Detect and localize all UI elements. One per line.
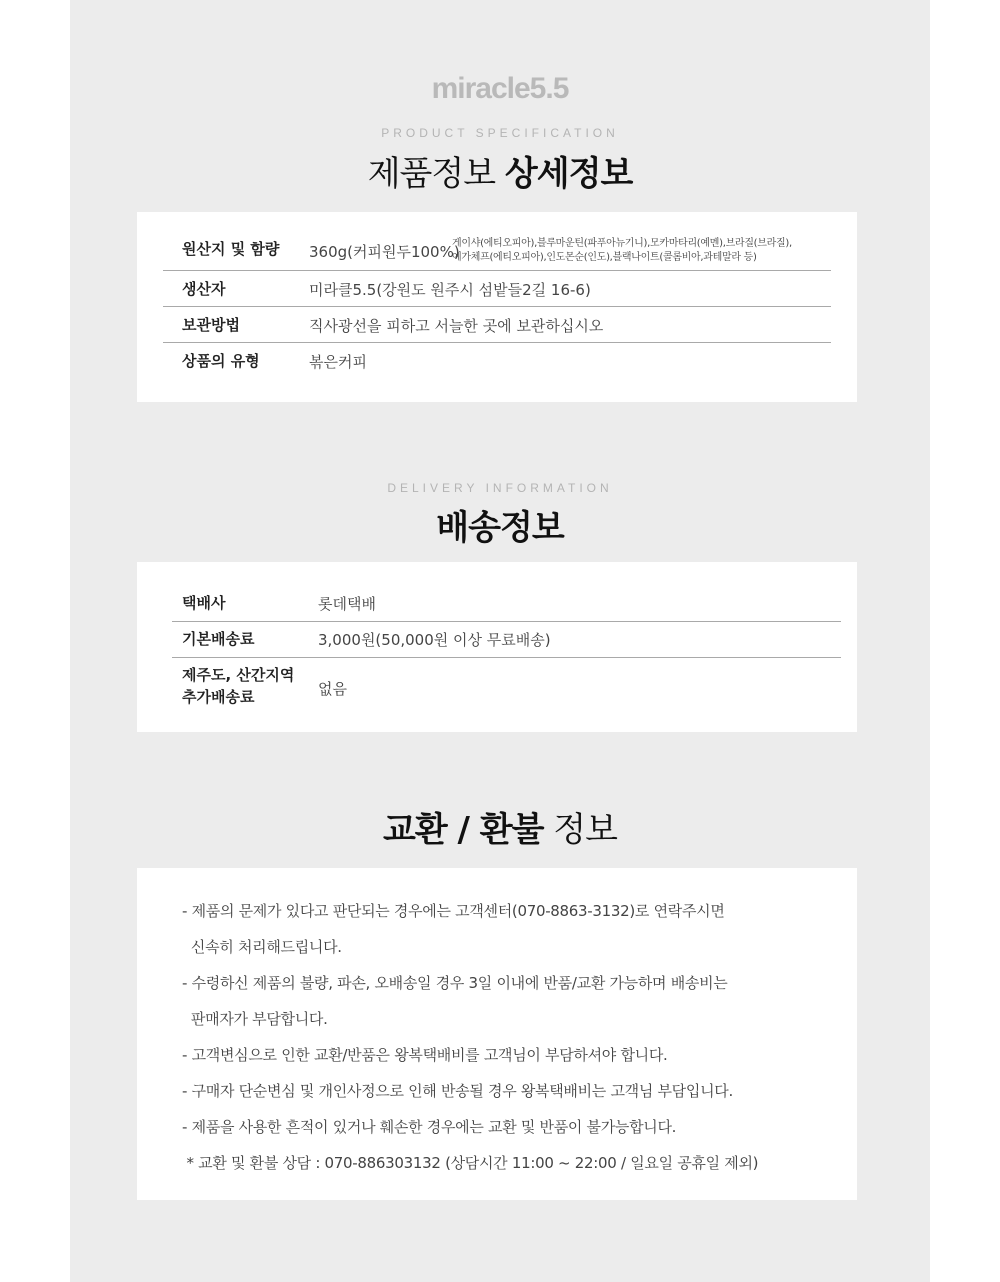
delivery-label-extra-2: 추가배송료 bbox=[182, 688, 255, 706]
delivery-label-extra-1: 제주도, 산간지역 bbox=[182, 666, 295, 684]
spec-origin-detail-2: 예가체프(에티오피아),인도몬순(인도),블랙나이트(콜롬비아,과테말라 등) bbox=[452, 252, 757, 263]
row-divider bbox=[172, 657, 841, 658]
delivery-title bbox=[70, 500, 930, 549]
spec-label-storage: 보관방법 bbox=[182, 316, 240, 334]
detail-page bbox=[70, 0, 930, 1282]
delivery-value-courier: 롯데택배 bbox=[318, 595, 376, 613]
refund-line-7: - 제품을 사용한 흔적이 있거나 훼손한 경우에는 교환 및 반품이 불가능합니다. bbox=[182, 1118, 677, 1136]
refund-line-2: 신속히 처리해드립니다. bbox=[182, 938, 342, 956]
spec-value-storage: 직사광선을 피하고 서늘한 곳에 보관하십시오 bbox=[309, 317, 604, 335]
delivery-label-courier: 택배사 bbox=[182, 594, 226, 612]
spec-label-type: 상품의 유형 bbox=[182, 352, 260, 370]
refund-card bbox=[137, 868, 857, 1200]
spec-caption: PRODUCT SPECIFICATION bbox=[381, 126, 619, 140]
refund-line-5: - 고객변심으로 인한 교환/반품은 왕복택배비를 고객님이 부담하셔야 합니다. bbox=[182, 1046, 668, 1064]
refund-title-bold: 교환 / 환불 bbox=[383, 810, 544, 850]
delivery-caption: DELIVERY INFORMATION bbox=[387, 481, 613, 495]
spec-origin-detail-1: 게이샤(에티오피아),블루마운틴(파푸아뉴기니),모카마타리(예멘),브라질(브라질), bbox=[452, 238, 792, 249]
row-divider bbox=[163, 306, 831, 307]
delivery-card bbox=[137, 562, 857, 732]
row-divider bbox=[163, 342, 831, 343]
spec-value-type: 볶은커피 bbox=[309, 353, 367, 371]
spec-card bbox=[137, 212, 857, 402]
refund-line-6: - 구매자 단순변심 및 개인사정으로 인해 반송될 경우 왕복택배비는 고객님 부담입니다. bbox=[182, 1082, 733, 1100]
spec-value-origin: 360g(커피원두100%) bbox=[309, 243, 460, 261]
spec-title bbox=[70, 146, 930, 195]
spec-value-producer: 미라클5.5(강원도 원주시 섬밭들2길 16-6) bbox=[309, 281, 591, 299]
spec-title-normal: 제품정보 bbox=[367, 154, 496, 194]
brand-logo: miracle5.5 bbox=[431, 72, 569, 105]
refund-line-4: 판매자가 부담합니다. bbox=[182, 1010, 328, 1028]
delivery-label-fee: 기본배송료 bbox=[182, 630, 255, 648]
delivery-title-bold: 배송정보 bbox=[436, 508, 564, 548]
refund-line-1: - 제품의 문제가 있다고 판단되는 경우에는 고객센터(070-8863-3132)로 연락주시면 bbox=[182, 902, 725, 920]
refund-line-3: - 수령하신 제품의 불량, 파손, 오배송일 경우 3일 이내에 반품/교환 가능하며 배송비는 bbox=[182, 974, 728, 992]
refund-title bbox=[70, 802, 930, 851]
delivery-value-extra: 없음 bbox=[318, 680, 347, 698]
row-divider bbox=[163, 270, 831, 271]
spec-title-bold: 상세정보 bbox=[504, 154, 633, 194]
spec-label-origin: 원산지 및 함량 bbox=[182, 240, 280, 258]
spec-label-producer: 생산자 bbox=[182, 280, 226, 298]
refund-title-normal: 정보 bbox=[553, 810, 617, 850]
row-divider bbox=[172, 621, 841, 622]
refund-contact-line: * 교환 및 환불 상담 : 070-886303132 (상담시간 11:00 ~ 22:00 / 일요일 공휴일 제외) bbox=[182, 1154, 759, 1172]
delivery-value-fee: 3,000원(50,000원 이상 무료배송) bbox=[318, 631, 551, 649]
